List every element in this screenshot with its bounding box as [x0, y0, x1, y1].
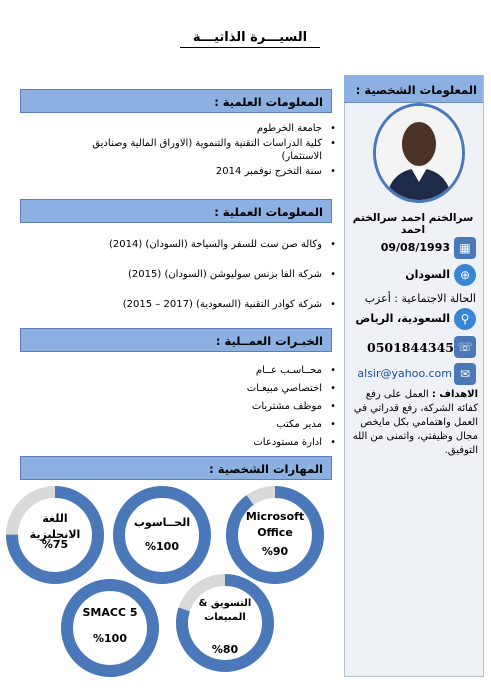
- work-header: المعلومات العملية :: [20, 199, 332, 223]
- skill-ring-computer: [112, 485, 212, 585]
- objective-text: العمل على رفع كفائة الشركة، رفع قدراتي في العمل واهتمامي بكل مايخص مجال وظيفتي، واتمنى من الله التوفيق.: [352, 389, 478, 456]
- education-header: المعلومات العلمية :: [20, 89, 332, 113]
- experience-list: [30, 364, 336, 449]
- list-item: • موظف مشتريات: [30, 400, 322, 413]
- sidebar-header: المعلومات الشخصية :: [344, 75, 483, 103]
- objective: [348, 388, 478, 458]
- list-item: • اختصاصي مبيعـات: [30, 382, 322, 395]
- objective-label: الاهداف :: [431, 389, 478, 400]
- skill-ring-english: [5, 485, 105, 585]
- list-item: • محــاسـب عــام: [30, 364, 322, 377]
- phone-number[interactable]: 0501844345: [367, 340, 454, 355]
- profile-photo: [373, 103, 465, 203]
- skill-percent: %80: [211, 643, 239, 656]
- list-item: • كلية الدراسات التقنية والتنموية (الاوراق المالية وصناديق الاستثمار): [30, 137, 322, 163]
- person-name: سرالختم احمد سرالختم احمد: [352, 212, 474, 236]
- skill-percent: %75: [41, 538, 69, 551]
- phone-row: [344, 336, 482, 360]
- skill-percent: %100: [145, 540, 179, 553]
- experience-header: الخبـرات العمــلية :: [20, 328, 332, 352]
- birthdate-row: [344, 237, 482, 261]
- skill-ring-smacc: [60, 578, 160, 678]
- list-item: • شركة كوادر التقنية (السعودية) (2017 – 2015): [30, 298, 322, 311]
- globe-icon: ⊕: [454, 264, 476, 286]
- email-icon: ✉: [454, 363, 476, 385]
- location-row: [344, 308, 482, 332]
- skill-label: SMACC 5: [82, 606, 138, 619]
- email-address[interactable]: alsir@yahoo.com: [357, 367, 452, 380]
- skill-label: اللغة الانجليزية: [29, 512, 81, 541]
- skill-percent: %90: [261, 545, 289, 558]
- list-item: • مدير مكتب: [30, 418, 322, 431]
- skill-ring-marketing: [175, 573, 275, 673]
- skill-label: الحــاسوب: [133, 516, 191, 529]
- education-list: [30, 122, 336, 178]
- location-pin-icon: ⚲: [454, 308, 476, 330]
- work-list: [30, 238, 336, 311]
- calendar-icon: ▦: [454, 237, 476, 259]
- nationality: السودان: [405, 268, 450, 281]
- location: السعودية، الرياض: [355, 312, 450, 325]
- skills-header: المهارات الشخصية :: [20, 456, 332, 480]
- birthdate: 09/08/1993: [380, 241, 450, 254]
- nationality-row: [344, 264, 482, 288]
- skill-ring-office: [225, 485, 325, 585]
- marital-status: الحالة الاجتماعية : أعزب: [364, 292, 476, 305]
- email-row: [344, 363, 482, 387]
- list-item: • ادارة مستودعات: [30, 436, 322, 449]
- list-item: • جامعة الخرطوم: [30, 122, 322, 135]
- list-item: • وكالة صن ست للسفر والسياحة (السودان) (2014): [30, 238, 322, 251]
- phone-icon: ☏: [454, 336, 476, 358]
- skill-label: Microsoft Office: [245, 510, 305, 539]
- skill-percent: %100: [93, 632, 127, 645]
- list-item: • سنة التخرج نوفمبر 2014: [30, 165, 322, 178]
- page-title: السيـــرة الذاتيـــة: [180, 30, 320, 48]
- list-item: • شركة الفا بزنس سوليوشن (السودان) (2015): [30, 268, 322, 281]
- skill-label: التسويق & المبيعات: [198, 598, 252, 623]
